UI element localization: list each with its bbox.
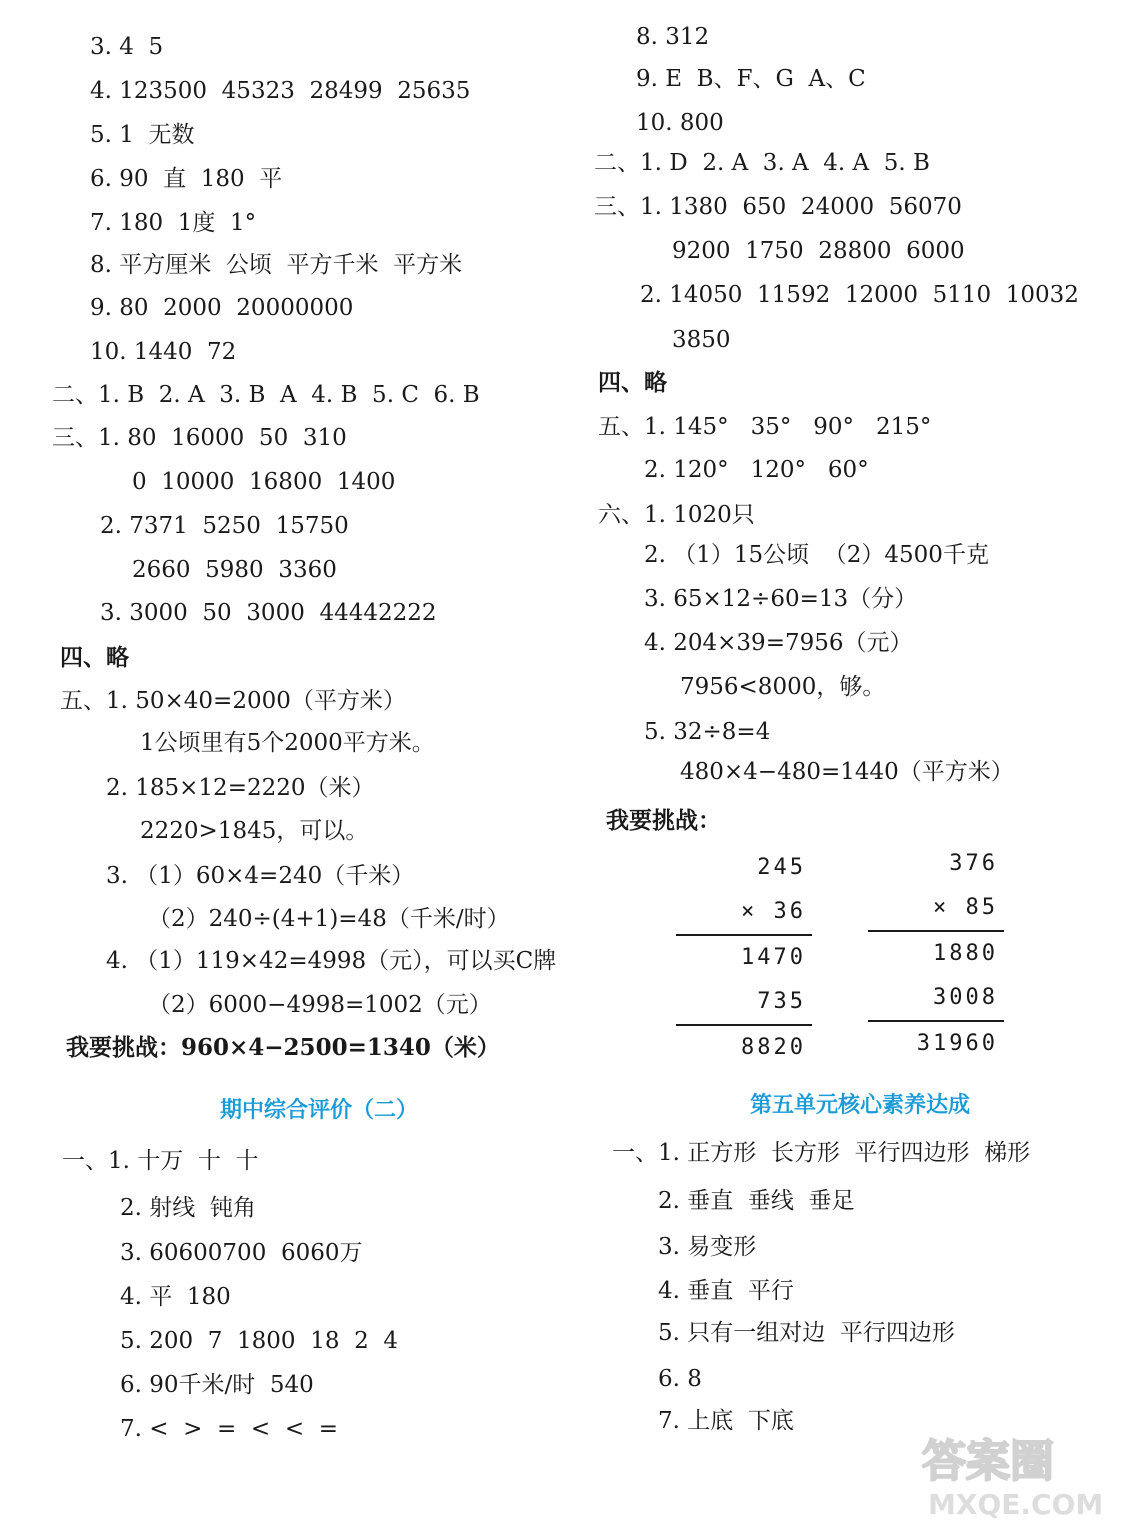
- left-answer-line: 5. 200 7 1800 18 2 4: [120, 1328, 398, 1354]
- calc-row: 735: [757, 989, 806, 1014]
- right-answer-line: 4. 204×39=7956（元）: [644, 630, 913, 656]
- calc-row: 245: [757, 855, 806, 880]
- right-answer-line: 5. 只有一组对边 平行四边形: [658, 1320, 955, 1346]
- left-answer-line: 2660 5980 3360: [132, 557, 337, 583]
- right-answer-line: 5. 32÷8=4: [644, 719, 771, 745]
- right-answer-line: 2. 120° 120° 60°: [644, 457, 869, 483]
- right-answer-line: 2. 垂直 垂线 垂足: [658, 1188, 855, 1214]
- right-answer-line: 7. 上底 下底: [658, 1408, 794, 1434]
- right-answer-line: 3. 易变形: [658, 1234, 757, 1260]
- right-answer-line: 一、1. 正方形 长方形 平行四边形 梯形: [612, 1140, 1031, 1166]
- right-answer-line: 8. 312: [636, 24, 710, 50]
- left-answer-line: 3. 3000 50 3000 44442222: [100, 600, 437, 626]
- left-answer-line: 2220>1845，可以。: [140, 818, 369, 844]
- watermark-glyphs: 答案圈: [922, 1436, 1054, 1487]
- left-answer-line: 3. 60600700 6060万: [120, 1240, 363, 1266]
- calc-row: × 85: [933, 895, 998, 920]
- right-answer-line: 2. 14050 11592 12000 5110 10032: [640, 282, 1079, 308]
- left-answer-line: 一、1. 十万 十 十: [62, 1148, 259, 1174]
- left-answer-line: 6. 90 直 180 平: [90, 166, 283, 192]
- right-answer-line: 4. 垂直 平行: [658, 1278, 794, 1304]
- left-answer-line: 4. 平 180: [120, 1284, 231, 1310]
- left-answer-line: （2）6000−4998=1002（元）: [148, 992, 492, 1018]
- watermark-text: MXQE.COM: [928, 1488, 1104, 1521]
- right-answer-line: 四、略: [598, 369, 667, 396]
- left-answer-line: 五、1. 50×40=2000（平方米）: [60, 688, 406, 714]
- right-answer-line: 三、1. 1380 650 24000 56070: [594, 194, 962, 220]
- right-answer-line: 480×4−480=1440（平方米）: [680, 759, 1014, 785]
- right-answer-line: 7956<8000，够。: [680, 674, 886, 700]
- left-answer-line: 4. 123500 45323 28499 25635: [90, 78, 471, 104]
- left-answer-line: 四、略: [60, 644, 129, 671]
- watermark-logo: [914, 1418, 1114, 1528]
- right-answer-line: 3. 65×12÷60=13（分）: [644, 586, 918, 612]
- left-answer-line: 4. （1）119×42=4998（元），可以买C牌: [106, 948, 557, 974]
- left-answer-line: 6. 90千米/时 540: [120, 1372, 314, 1398]
- right-answer-line: 3850: [672, 327, 731, 353]
- left-answer-line: 5. 1 无数: [90, 122, 195, 148]
- right-answer-line: 我要挑战：: [606, 807, 721, 834]
- left-answer-line: 二、1. B 2. A 3. B A 4. B 5. C 6. B: [52, 382, 480, 408]
- left-answer-line: 我要挑战：960×4−2500=1340（米）: [66, 1034, 500, 1061]
- right-answer-line: 6. 8: [658, 1366, 702, 1392]
- left-answer-line: 2. 7371 5250 15750: [100, 513, 349, 539]
- left-answer-line: 2. 185×12=2220（米）: [106, 775, 375, 801]
- calc-row: 1470: [741, 945, 806, 970]
- left-answer-line: 三、1. 80 16000 50 310: [52, 425, 347, 451]
- right-answer-line: 10. 800: [636, 110, 724, 136]
- left-answer-line: 1公顷里有5个2000平方米。: [140, 730, 435, 756]
- calc-row: 1880: [933, 941, 998, 966]
- left-answer-line: 0 10000 16800 1400: [132, 469, 396, 495]
- vertical-multiplication: [676, 846, 806, 1070]
- left-answer-line: （2）240÷(4+1)=48（千米/时）: [148, 906, 510, 932]
- calc-row: × 36: [741, 899, 806, 924]
- calc-row: 3008: [933, 985, 998, 1010]
- left-answer-line: 7. < > = < < =: [120, 1416, 338, 1442]
- calc-row: 8820: [741, 1035, 806, 1060]
- right-answer-line: 9. E B、F、G A、C: [636, 66, 866, 92]
- right-answer-line: 2. （1）15公顷 （2）4500千克: [644, 542, 989, 568]
- right-answer-line: 五、1. 145° 35° 90° 215°: [598, 414, 932, 440]
- right-answer-line: 六、1. 1020只: [598, 502, 755, 528]
- calc-row: 31960: [916, 1031, 998, 1056]
- left-answer-line: 8. 平方厘米 公顷 平方千米 平方米: [90, 252, 463, 278]
- left-answer-line: 10. 1440 72: [90, 339, 237, 365]
- right-answer-line: 9200 1750 28800 6000: [672, 238, 965, 264]
- left-answer-line: 3. 4 5: [90, 34, 164, 60]
- section-heading: 第五单元核心素养达成: [750, 1093, 971, 1118]
- left-answer-line: 3. （1）60×4=240（千米）: [106, 863, 415, 889]
- section-heading: 期中综合评价（二）: [220, 1098, 419, 1123]
- right-answer-line: 二、1. D 2. A 3. A 4. A 5. B: [594, 150, 930, 176]
- left-answer-line: 7. 180 1度 1°: [90, 210, 257, 236]
- calc-row: 376: [949, 851, 998, 876]
- left-answer-line: 9. 80 2000 20000000: [90, 295, 354, 321]
- left-answer-line: 2. 射线 钝角: [120, 1195, 256, 1221]
- vertical-multiplication: [868, 842, 998, 1066]
